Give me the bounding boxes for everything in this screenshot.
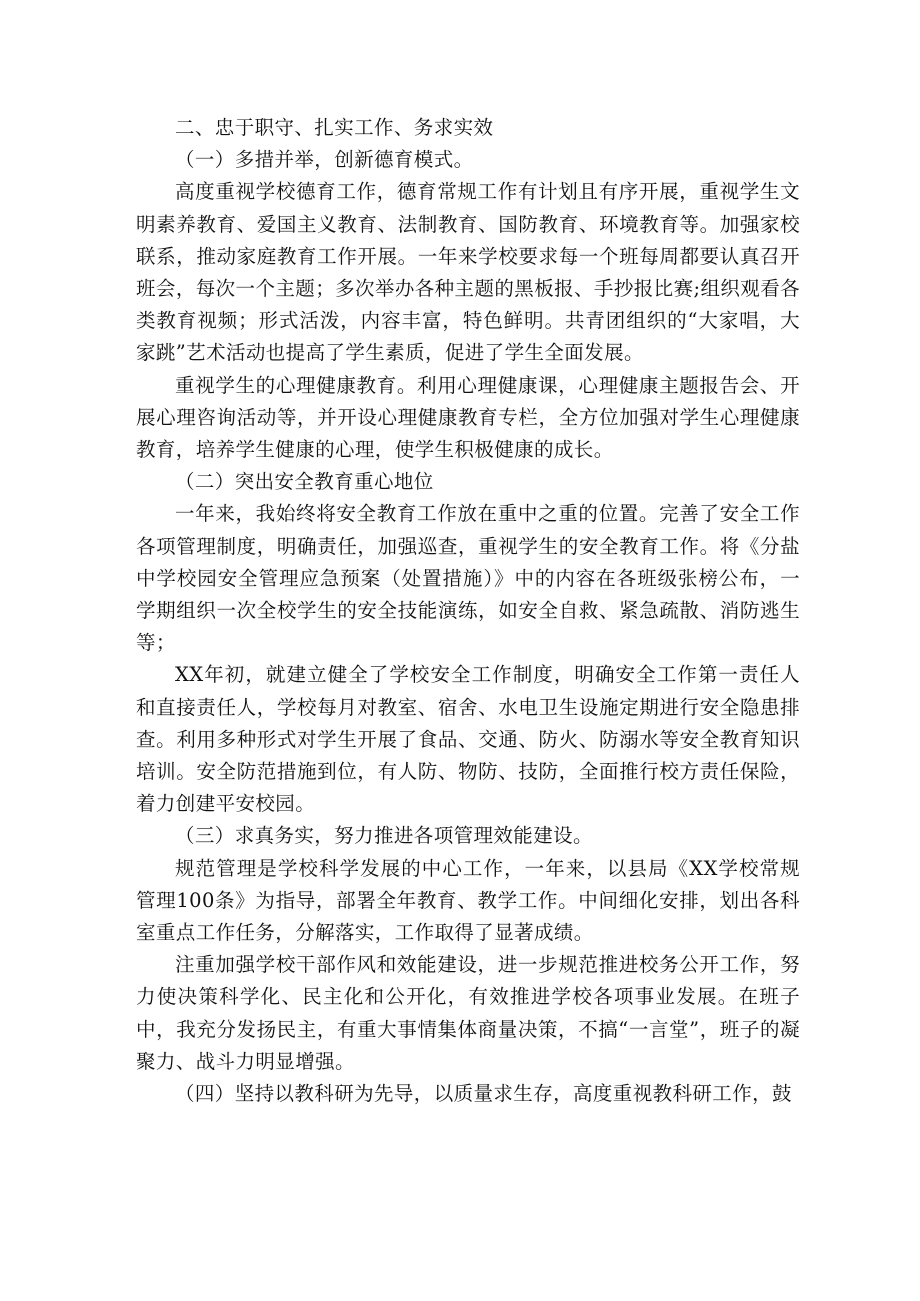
paragraph-cadre-style: 注重加强学校干部作风和效能建设，进一步规范推进校务公开工作，努力使决策科学化、民主化和公开化，有效推进学校各项事业发展。在班子中，我充分发扬民主，有重大事情集体商量决策，不搞“一言堂”，班子的凝聚力、战斗力明显增强。 [136,953,800,1073]
subheading-3: （三）求真务实，努力推进各项管理效能建设。 [175,824,593,848]
paragraph-moral-education: 高度重视学校德育工作，德育常规工作有计划且有序开展，重视学生文明素养教育、爱国主义教育、法制教育、国防教育、环境教育等。加强家校联系，推动家庭教育工作开展。一年来学校要求每一个班每周都要认真召开班会，每次一个主题；多次举办各种主题的黑板报、手抄报比赛;组织观看各类教育视频；形式活泼，内容丰富，特色鲜明。共青团组织的“大家唱，大家跳”艺术活动也提高了学生素质，促进了学生全面发展。 [136,180,800,365]
subheading-2: （二）突出安全教育重心地位 [175,470,434,494]
paragraph-safety-system: XX年初，就建立健全了学校安全工作制度，明确安全工作第一责任人和直接责任人，学校每月对教室、宿舍、水电卫生设施定期进行安全隐患排查。利用多种形式对学生开展了食品、交通、防火、防溺水等安全教育知识培训。安全防范措施到位，有人防、物防、技防，全面推行校方责任保险，着力创建平安校园。 [136,663,800,816]
paragraph-mental-health: 重视学生的心理健康教育。利用心理健康课，心理健康主题报告会、开展心理咨询活动等，并开设心理健康教育专栏，全方位加强对学生心理健康教育，培养学生健康的心理，使学生积极健康的成长。 [136,373,800,462]
subheading-4: （四）坚持以教科研为先导，以质量求生存，高度重视教科研工作，鼓 [175,1082,792,1106]
section-heading: 二、忠于职守、扎实工作、务求实效 [175,116,494,139]
document-body [136,112,800,1110]
paragraph-management: 规范管理是学校科学发展的中心工作，一年来，以县局《XX学校常规管理100条》为指导，部署全年教育、教学工作。中间细化安排，划出各科室重点工作任务，分解落实，工作取得了显著成绩。 [136,856,800,945]
paragraph-safety-priority: 一年来，我始终将安全教育工作放在重中之重的位置。完善了安全工作各项管理制度，明确责任，加强巡查，重视学生的安全教育工作。将《分盐中学校园安全管理应急预案（处置措施）》中的内容在各班级张榜公布，一学期组织一次全校学生的安全技能演练，如安全自救、紧急疏散、消防逃生等； [136,502,800,655]
subheading-1: （一）多措并举，创新德育模式。 [175,148,474,172]
